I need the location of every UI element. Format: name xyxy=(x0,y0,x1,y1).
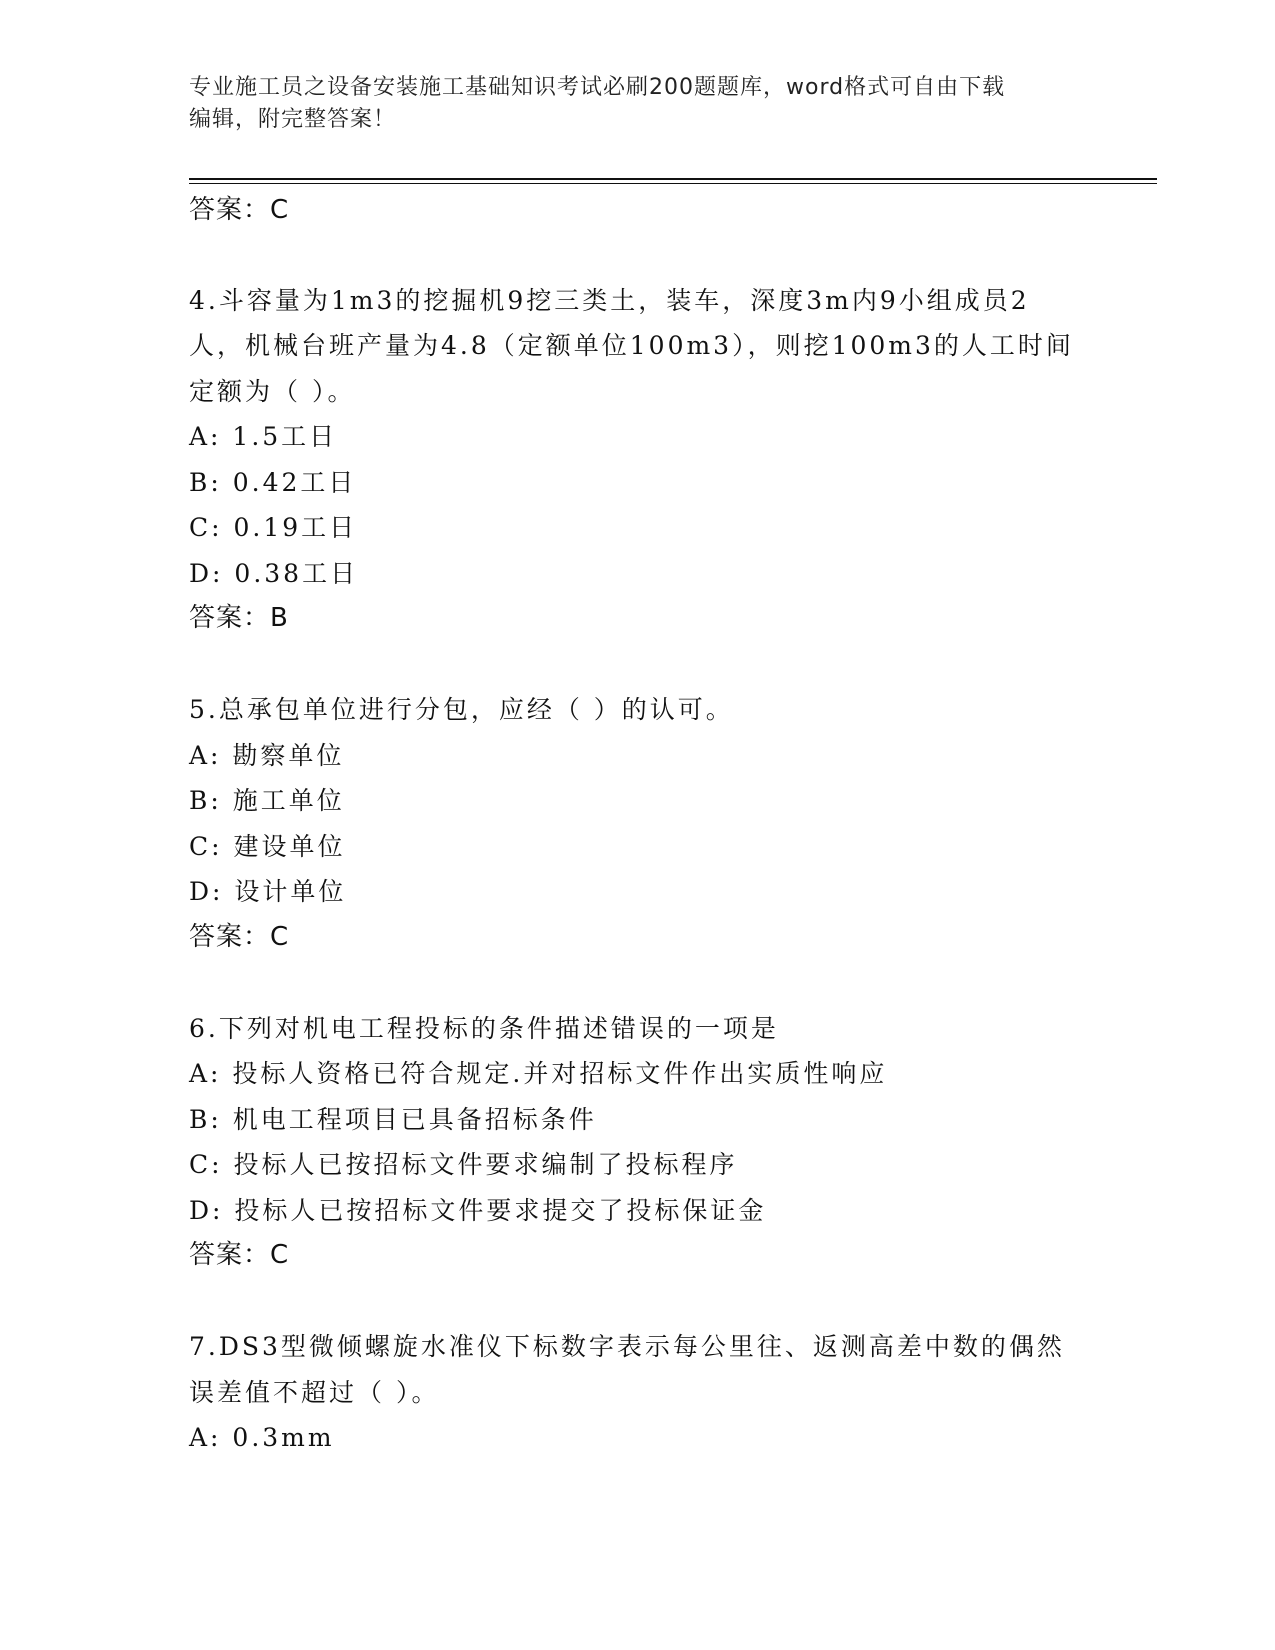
question-stem-line: 人，机械台班产量为4.8（定额单位100m3），则挖100m3的人工时间 xyxy=(189,331,1074,360)
question-stem-line: 误差值不超过（ ）。 xyxy=(189,1377,440,1407)
question-stem-line: 4.斗容量为1m3的挖掘机9挖三类土，装车，深度3m内9小组成员2 xyxy=(189,285,1030,315)
option-a: A: 勘察单位 xyxy=(189,740,345,770)
header-divider-thick xyxy=(189,178,1157,180)
spacer xyxy=(189,642,1149,688)
option-a: A: 0.3mm xyxy=(189,1423,335,1452)
question-list xyxy=(189,188,1149,1461)
previous-question-answer: 答案：C xyxy=(189,195,290,225)
header-title-line-1: 专业施工员之设备安装施工基础知识考试必刷200题题库，word格式可自由下载 xyxy=(189,75,1006,100)
question-stem-line: 定额为（ ）。 xyxy=(189,376,356,406)
question-7 xyxy=(189,1324,1149,1461)
document-header xyxy=(189,72,1089,136)
question-stem-line: 5.总承包单位进行分包，应经（ ）的认可。 xyxy=(189,695,734,724)
option-a: A: 1.5工日 xyxy=(189,422,338,451)
option-b: B: 施工单位 xyxy=(189,786,345,815)
question-4 xyxy=(189,278,1149,642)
question-6 xyxy=(189,1006,1149,1279)
spacer xyxy=(189,1279,1149,1325)
option-d: D: 设计单位 xyxy=(189,877,347,906)
option-b: B: 0.42工日 xyxy=(189,467,357,497)
header-divider-thin xyxy=(189,183,1157,184)
option-a: A: 投标人资格已符合规定.并对招标文件作出实质性响应 xyxy=(189,1059,888,1088)
answer-line: 答案：C xyxy=(189,921,290,952)
spacer xyxy=(189,232,1149,278)
answer-line: 答案：B xyxy=(189,603,289,633)
spacer xyxy=(189,960,1149,1006)
question-stem-line: 7.DS3型微倾螺旋水准仪下标数字表示每公里往、返测高差中数的偶然 xyxy=(189,1332,1065,1361)
header-title-line-2: 编辑，附完整答案！ xyxy=(189,107,397,132)
option-d: D: 0.38工日 xyxy=(189,558,359,588)
answer-line: 答案：C xyxy=(189,1240,290,1270)
question-5 xyxy=(189,687,1149,960)
question-stem-line: 6.下列对机电工程投标的条件描述错误的一项是 xyxy=(189,1013,779,1043)
option-b: B: 机电工程项目已具备招标条件 xyxy=(189,1104,597,1134)
option-c: C: 0.19工日 xyxy=(189,513,358,542)
option-d: D: 投标人已按招标文件要求提交了投标保证金 xyxy=(189,1195,767,1225)
option-c: C: 建设单位 xyxy=(189,831,346,861)
option-c: C: 投标人已按招标文件要求编制了投标程序 xyxy=(189,1150,738,1179)
